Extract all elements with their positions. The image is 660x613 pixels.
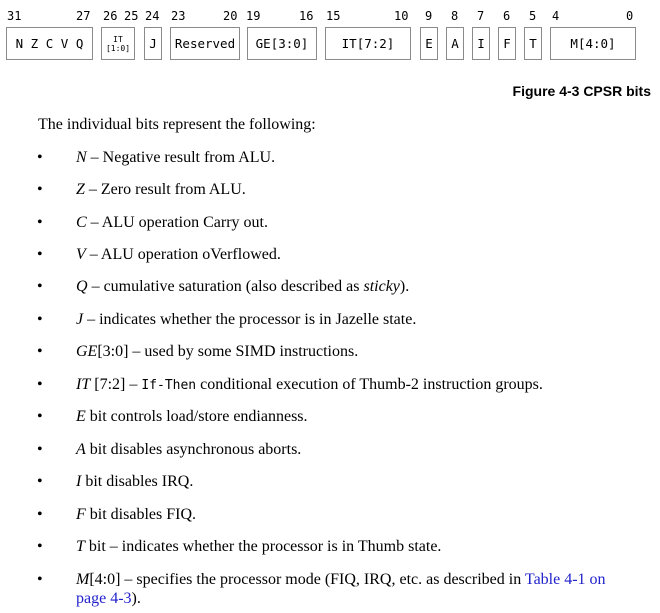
item-term: V [76,246,86,263]
item-term: Z [76,181,85,198]
item-tail: ). [399,278,410,295]
field-it-low-bottom: [1:0] [105,43,131,53]
bit-number: 25 [124,9,139,23]
bit-number: 15 [326,9,341,23]
bullet: • [37,441,43,458]
item-term: F [76,506,86,523]
bit-number: 7 [477,9,485,23]
item-desc: bit – indicates whether the processor is in Thumb state. [84,538,442,555]
field-mode: M[4:0] [550,27,636,60]
bit-number: 20 [223,9,238,23]
bullet: • [37,408,43,425]
bullet: • [37,181,43,198]
item-code: If-Then [141,378,197,393]
field-i: I [472,27,490,60]
bit-number: 24 [145,9,160,23]
figure-caption: Figure 4-3 CPSR bits [512,83,651,99]
bullet: • [37,506,43,523]
field-t: T [524,27,542,60]
item-desc: – Negative result from ALU. [86,149,276,166]
bit-number: 23 [171,9,186,23]
bit-number: 9 [425,9,433,23]
bit-number: 6 [503,9,511,23]
bullet: • [37,571,43,588]
table-link[interactable]: Table 4-1 on page 4-3 [76,571,606,607]
bullet: • [37,278,43,295]
field-ge: GE[3:0] [247,27,317,60]
field-j: J [144,27,162,60]
item-term: N [76,149,87,166]
item-desc: – ALU operation oVerflowed. [85,246,281,263]
bit-number: 10 [394,9,409,23]
item-term: M [76,571,90,588]
item-tail: conditional execution of Thumb-2 instruction groups. [196,376,543,393]
item-term: GE [76,343,98,360]
bullet: • [37,246,43,263]
item-term: I [76,473,82,490]
item-desc: [4:0] – specifies the processor mode (FIQ, IRQ, etc. as described in [89,571,525,588]
field-nzcvq: N Z C V Q [6,27,93,60]
item-emphasis: sticky [363,278,400,295]
bit-number: 26 [103,9,118,23]
item-desc: – ALU operation Carry out. [86,214,268,231]
field-f: F [498,27,516,60]
item-tail: ). [131,590,141,607]
item-desc: [7:2] – [90,376,142,393]
bit-number: 31 [7,9,22,23]
bullet: • [37,214,43,231]
bullet: • [37,149,43,166]
bullet: • [37,343,43,360]
intro-text: The individual bits represent the following: [38,116,316,133]
bit-number: 0 [626,9,634,23]
item-term: C [76,214,87,231]
bit-number: 27 [76,9,91,23]
item-term: IT [76,376,91,393]
bit-number: 8 [451,9,459,23]
bullet: • [37,311,43,328]
item-desc: [3:0] – used by some SIMD instructions. [97,343,359,360]
field-it-low-top: IT [113,34,123,44]
bullet: • [37,538,43,555]
bit-number: 19 [246,9,261,23]
item-term: J [76,311,84,328]
bit-number: 4 [552,9,560,23]
item-term: A [76,441,86,458]
item-term: T [76,538,85,555]
item-desc: bit disables FIQ. [85,506,196,523]
item-desc: bit disables asynchronous aborts. [85,441,302,458]
bit-number: 5 [529,9,537,23]
field-reserved: Reserved [170,27,240,60]
field-e: E [420,27,438,60]
item-desc: – Zero result from ALU. [84,181,246,198]
field-a: A [446,27,464,60]
field-it-low [101,27,135,60]
item-desc: bit disables IRQ. [81,473,194,490]
bullet: • [37,473,43,490]
item-desc: bit controls load/store endianness. [85,408,308,425]
item-desc: – indicates whether the processor is in Jazelle state. [83,311,417,328]
bullet: • [37,376,43,393]
field-it-high: IT[7:2] [325,27,411,60]
item-term: Q [76,278,88,295]
bit-number: 16 [299,9,314,23]
item-term: E [76,408,86,425]
item-desc: – cumulative saturation (also described as [87,278,364,295]
